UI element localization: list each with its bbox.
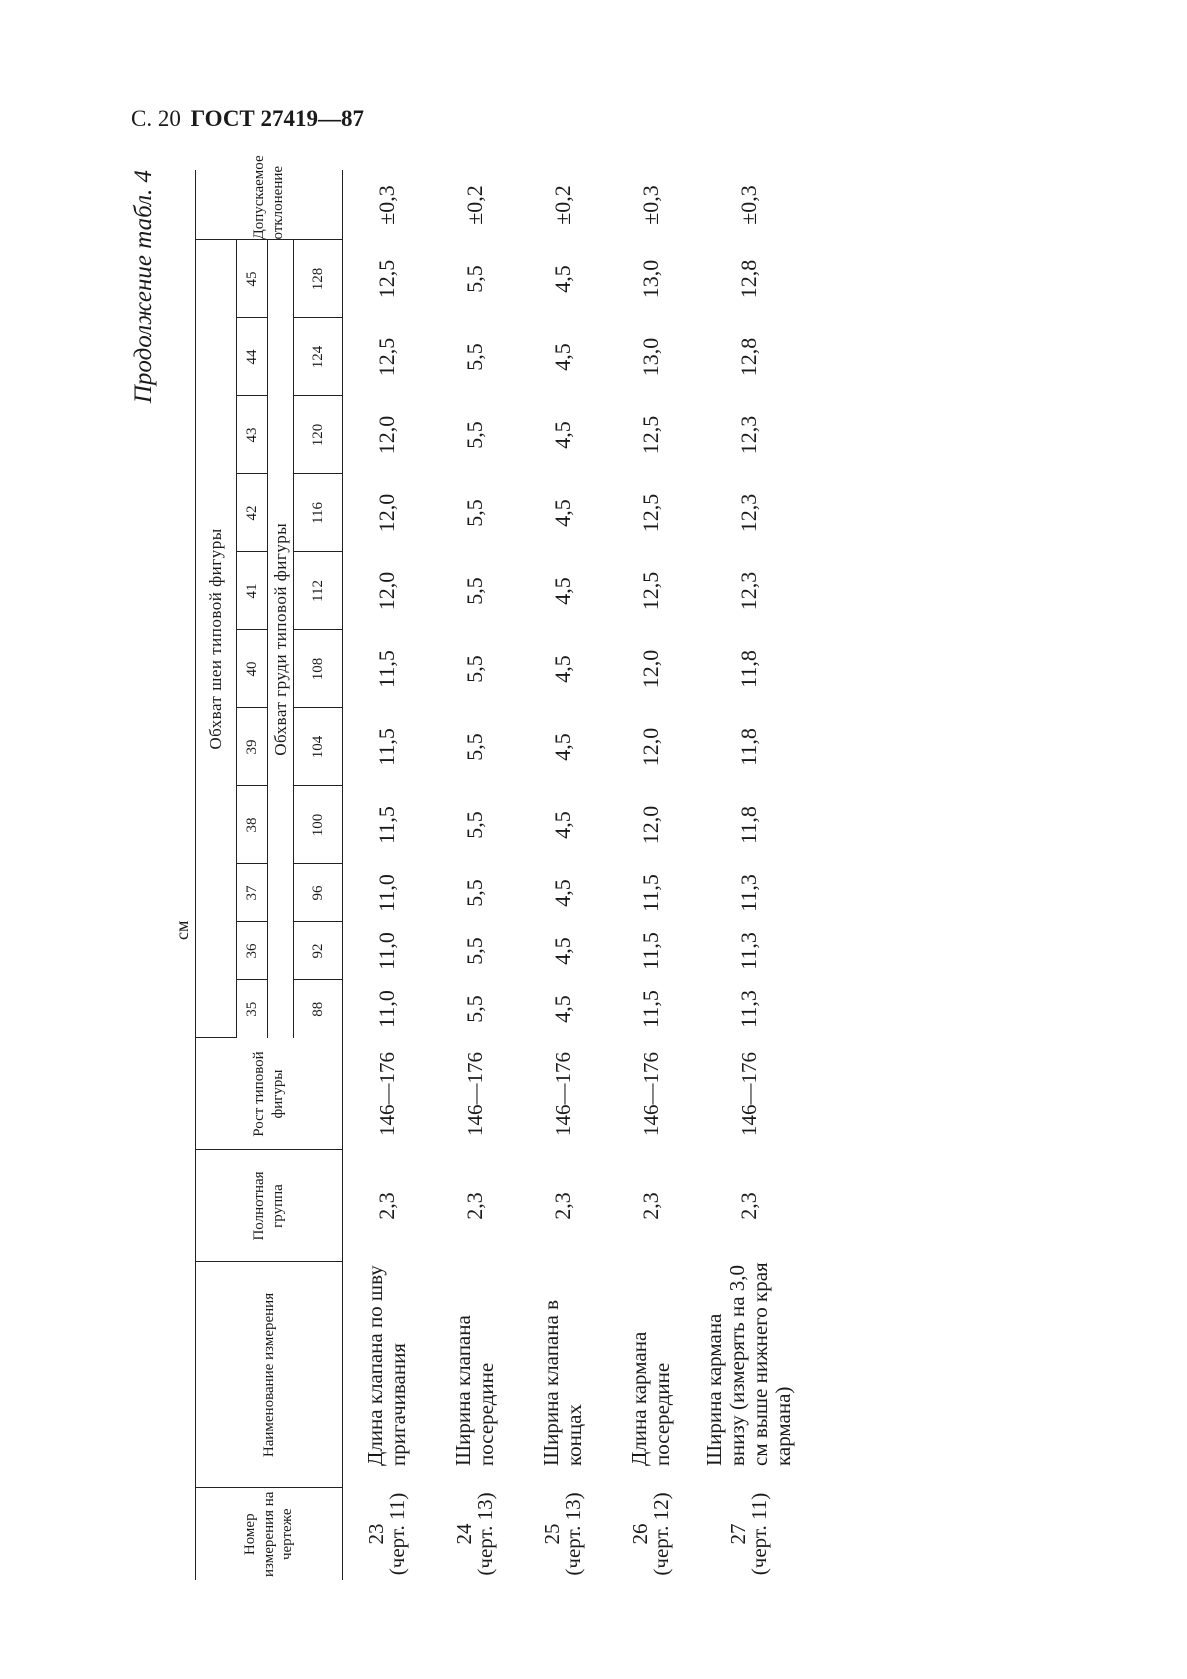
chest-size: 128 (294, 240, 343, 318)
header-fullness: Полнотная группа (196, 1150, 343, 1262)
value-cell: 12,5 (638, 571, 663, 611)
value-cell: 11,3 (736, 932, 761, 970)
value-cell: 4,5 (550, 995, 575, 1023)
value-cell: 5,5 (462, 811, 487, 839)
value-cell: 11,5 (638, 932, 663, 970)
value-cell: 11,8 (736, 806, 761, 844)
value-cell: 5,5 (462, 937, 487, 965)
tolerance-cell: ±0,2 (550, 185, 575, 225)
value-cell: 11,3 (736, 990, 761, 1028)
value-cell: 5,5 (462, 879, 487, 907)
value-cell: 12,0 (374, 571, 399, 611)
value-cell: 4,5 (550, 733, 575, 761)
neck-size: 45 (237, 240, 268, 318)
neck-size: 42 (237, 474, 268, 552)
value-cell: 11,5 (374, 806, 399, 844)
value-cell: 4,5 (550, 499, 575, 527)
measure-number: 23 (черт. 11) (364, 1492, 409, 1576)
page-header (131, 106, 364, 132)
header-measure-no: Номер измерения на чертеже (196, 1488, 343, 1580)
value-cell: 11,0 (374, 874, 399, 912)
value-cell: 11,8 (736, 728, 761, 766)
fullness-group: 2,3 (550, 1192, 575, 1220)
measure-number: 24 (черт. 13) (452, 1492, 497, 1576)
value-cell: 4,5 (550, 343, 575, 371)
growth-range: 146—176 (374, 1052, 399, 1136)
measure-number: 27 (черт. 11) (726, 1492, 771, 1576)
chest-size: 104 (294, 708, 343, 786)
value-cell: 5,5 (462, 577, 487, 605)
chest-size: 96 (294, 864, 343, 922)
table-row (343, 170, 432, 1580)
tolerance-cell: ±0,3 (374, 185, 399, 225)
value-cell: 11,0 (374, 932, 399, 970)
value-cell: 12,0 (374, 493, 399, 533)
growth-range: 146—176 (462, 1052, 487, 1136)
header-neck-girth: Обхват шеи типовой фигуры (196, 240, 237, 1038)
chest-size: 120 (294, 396, 343, 474)
table-row (519, 170, 607, 1580)
header-tolerance: Допускаемое отклонение (196, 170, 343, 240)
header-growth: Рост типовой фигуры (196, 1038, 343, 1150)
chest-size: 100 (294, 786, 343, 864)
value-cell: 12,3 (736, 571, 761, 611)
value-cell: 12,0 (638, 805, 663, 845)
value-cell: 4,5 (550, 421, 575, 449)
measure-name: Длина клапана по шву пригачивания (362, 1265, 410, 1466)
value-cell: 12,8 (736, 259, 761, 299)
fullness-group: 2,3 (374, 1192, 399, 1220)
value-cell: 12,5 (374, 259, 399, 299)
tolerance-cell: ±0,2 (462, 185, 487, 225)
fullness-group: 2,3 (638, 1192, 663, 1220)
value-cell: 4,5 (550, 879, 575, 907)
value-cell: 12,5 (638, 493, 663, 533)
neck-size: 43 (237, 396, 268, 474)
value-cell: 5,5 (462, 265, 487, 293)
measure-number: 26 (черт. 12) (628, 1492, 673, 1576)
value-cell: 13,0 (638, 337, 663, 377)
neck-size: 38 (237, 786, 268, 864)
value-cell: 5,5 (462, 343, 487, 371)
tolerance-cell: ±0,3 (736, 185, 761, 225)
value-cell: 11,0 (374, 990, 399, 1028)
fullness-group: 2,3 (462, 1192, 487, 1220)
fullness-group: 2,3 (736, 1192, 761, 1220)
value-cell: 5,5 (462, 733, 487, 761)
value-cell: 4,5 (550, 811, 575, 839)
measurement-table (195, 155, 803, 1580)
value-cell: 5,5 (462, 421, 487, 449)
value-cell: 11,5 (638, 874, 663, 912)
neck-size: 35 (237, 980, 268, 1038)
chest-size: 116 (294, 474, 343, 552)
chest-size: 92 (294, 922, 343, 980)
chest-size: 124 (294, 318, 343, 396)
growth-range: 146—176 (736, 1052, 761, 1136)
value-cell: 11,5 (374, 728, 399, 766)
neck-size: 37 (237, 864, 268, 922)
unit-label: см (172, 920, 192, 940)
value-cell: 12,3 (736, 415, 761, 455)
value-cell: 13,0 (638, 259, 663, 299)
table-row (607, 170, 695, 1580)
page-number: С. 20 (131, 106, 181, 131)
neck-size: 41 (237, 552, 268, 630)
standard-code: ГОСТ 27419—87 (190, 106, 365, 131)
value-cell: 4,5 (550, 937, 575, 965)
value-cell: 12,0 (374, 415, 399, 455)
value-cell: 4,5 (550, 577, 575, 605)
header-chest-girth: Обхват груди типовой фигуры (268, 240, 294, 1038)
tolerance-cell: ±0,3 (638, 185, 663, 225)
value-cell: 12,0 (638, 649, 663, 689)
measure-name: Ширина клапана посередине (450, 1315, 498, 1466)
value-cell: 4,5 (550, 655, 575, 683)
growth-range: 146—176 (550, 1052, 575, 1136)
neck-size: 40 (237, 630, 268, 708)
neck-size: 39 (237, 708, 268, 786)
neck-size: 44 (237, 318, 268, 396)
rotated-table-area (130, 155, 1080, 1580)
measure-name: Длина кармана посередине (626, 1331, 674, 1466)
growth-range: 146—176 (638, 1052, 663, 1136)
value-cell: 12,5 (638, 415, 663, 455)
value-cell: 12,3 (736, 493, 761, 533)
value-cell: 12,8 (736, 337, 761, 377)
value-cell: 12,0 (638, 727, 663, 767)
value-cell: 12,5 (374, 337, 399, 377)
value-cell: 5,5 (462, 655, 487, 683)
table-row (695, 170, 803, 1580)
value-cell: 5,5 (462, 499, 487, 527)
value-cell: 4,5 (550, 265, 575, 293)
measure-name: Ширина кармана внизу (измерять на 3,0 см выше нижнего края кармана) (701, 1262, 796, 1466)
continuation-title: Продолжение табл. 4 (130, 170, 157, 404)
chest-size: 108 (294, 630, 343, 708)
value-cell: 11,8 (736, 650, 761, 688)
value-cell: 5,5 (462, 995, 487, 1023)
value-cell: 11,5 (638, 990, 663, 1028)
chest-size: 88 (294, 980, 343, 1038)
value-cell: 11,3 (736, 874, 761, 912)
value-cell: 11,5 (374, 650, 399, 688)
measure-name: Ширина клапана в концах (538, 1300, 586, 1466)
neck-size: 36 (237, 922, 268, 980)
chest-size: 112 (294, 552, 343, 630)
table-row (431, 170, 519, 1580)
measure-number: 25 (черт. 13) (540, 1492, 585, 1576)
header-name: Наименование измерения (196, 1262, 343, 1488)
